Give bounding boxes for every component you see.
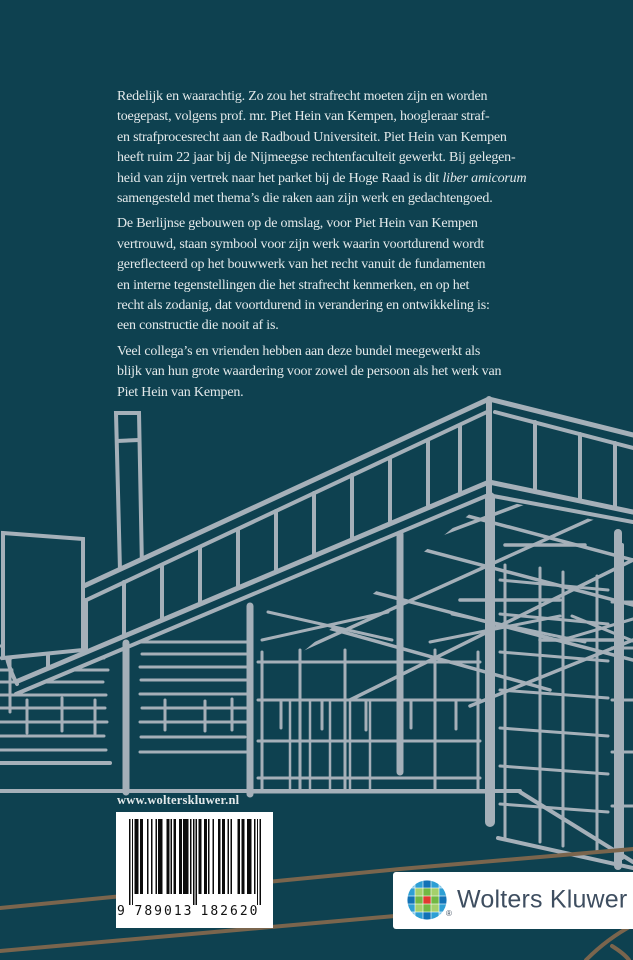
barcode-lead-digit: 9 bbox=[117, 904, 125, 919]
isbn-barcode bbox=[116, 812, 273, 928]
publisher-logo bbox=[393, 872, 633, 929]
text-line: toegepast, volgens prof. mr. Piet Hein van Kempen, hoogleraar straf- bbox=[117, 109, 490, 125]
text-line: Piet Hein van Kempen. bbox=[117, 384, 244, 400]
text-line: heid van zijn vertrek naar het parket bij de Hoge Raad is dit liber amicorum bbox=[117, 170, 527, 186]
logo-mosaic bbox=[407, 880, 446, 919]
text-line: heeft ruim 22 jaar bij de Nijmeegse rechtenfaculteit gewerkt. Bij gelegen- bbox=[117, 150, 516, 166]
text-line: samengesteld met thema’s die raken aan zijn werk en gedachtengoed. bbox=[117, 191, 493, 207]
text-line: Veel collega’s en vrienden hebben aan deze bundel meegewerkt als bbox=[117, 343, 481, 359]
barcode-bars bbox=[129, 819, 261, 905]
text-line: Redelijk en waarachtig. Zo zou het strafrecht moeten zijn en worden bbox=[117, 89, 488, 104]
wolters-kluwer-logo-icon bbox=[407, 880, 447, 920]
text-line: een constructie die nooit af is. bbox=[117, 318, 279, 334]
blurb-paragraph-1 bbox=[117, 87, 587, 209]
publisher-website-url: www.wolterskluwer.nl bbox=[117, 793, 240, 807]
blurb-paragraph-3 bbox=[117, 342, 587, 403]
text-line: blijk van hun grote waardering voor zowel de persoon als het werk van bbox=[117, 364, 502, 380]
barcode-digit-group-2: 182620 bbox=[200, 904, 260, 919]
publisher-wordmark: Wolters Kluwer bbox=[457, 885, 628, 914]
text-line: gereflecteerd op het bouwwerk van het recht vanuit de fundamenten bbox=[117, 257, 486, 273]
barcode-digit-group-1: 789013 bbox=[134, 904, 194, 919]
back-cover-blurb bbox=[117, 87, 587, 408]
text-line: en interne tegenstellingen die het strafrecht kenmerken, en op het bbox=[117, 277, 470, 293]
text-line: De Berlijnse gebouwen op de omslag, voor Piet Hein van Kempen bbox=[117, 216, 478, 232]
barcode-digits bbox=[116, 904, 273, 922]
blurb-paragraph-2 bbox=[117, 214, 587, 336]
registered-trademark-icon: ® bbox=[446, 909, 452, 918]
text-line: vertrouwd, staan symbool voor zijn werk waarin voortdurend wordt bbox=[117, 236, 485, 252]
text-line: recht als zodanig, dat voortdurend in verandering en ontwikkeling is: bbox=[117, 298, 490, 314]
text-line: en strafprocesrecht aan de Radboud Universiteit. Piet Hein van Kempen bbox=[117, 129, 507, 145]
building-lines bbox=[0, 399, 633, 868]
italic-phrase: liber amicorum bbox=[442, 170, 527, 186]
